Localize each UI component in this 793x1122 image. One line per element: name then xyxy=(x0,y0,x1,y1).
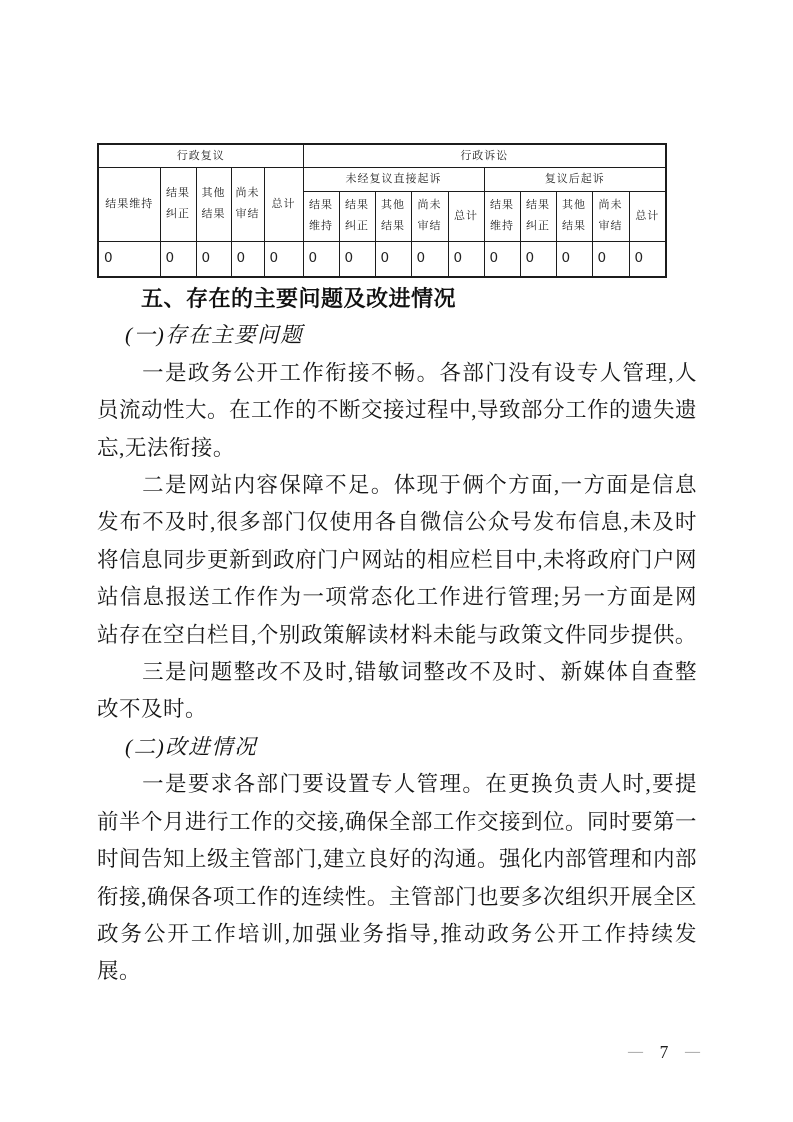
footer-dash-right: — xyxy=(685,1044,700,1060)
table-cell-value: 0 xyxy=(231,241,264,277)
column-header: 结果纠正 xyxy=(160,167,196,241)
table-row-groups xyxy=(98,144,666,167)
subgroup-header-direct-suit: 未经复议直接起诉 xyxy=(303,167,484,191)
column-header: 其他结果 xyxy=(196,167,231,241)
column-header: 尚未审结 xyxy=(592,191,629,241)
table-row-values xyxy=(98,241,666,277)
column-header: 尚未审结 xyxy=(411,191,448,241)
table-row-subgroups xyxy=(98,167,666,191)
table-cell-value: 0 xyxy=(629,241,666,277)
table-cell-value: 0 xyxy=(484,241,520,277)
column-header: 结果维持 xyxy=(484,191,520,241)
table-cell-value: 0 xyxy=(592,241,629,277)
paragraph-problem-3: 三是问题整改不及时,错敏词整改不及时、新媒体自查整改不及时。 xyxy=(97,660,697,722)
paragraph-problem-2: 二是网站内容保障不足。体现于俩个方面,一方面是信息发布不及时,很多部门仅使用各自微信公众号发布信息,未及时将信息同步更新到政府门户网站的相应栏目中,未将政府门户网站信息报送工作作为一项常态化工作进行管理;另一方面是网站存在空白栏目,个别政策解读材料未能与政策文件同步提供。 xyxy=(97,473,697,647)
column-header: 总计 xyxy=(629,191,666,241)
group-header-litigation: 行政诉讼 xyxy=(303,144,666,167)
column-header: 总计 xyxy=(448,191,484,241)
table-cell-value: 0 xyxy=(556,241,592,277)
statistics-table xyxy=(97,143,667,278)
column-header: 结果维持 xyxy=(98,167,160,241)
column-header: 结果纠正 xyxy=(520,191,556,241)
page-footer xyxy=(628,1042,700,1063)
paragraph-improvement-1: 一是要求各部门要设置专人管理。在更换负责人时,要提前半个月进行工作的交接,确保全部工作交接到位。同时要第一时间告知上级主管部门,建立良好的沟通。强化内部管理和内部衔接,确保各项工作的连续性。主管部门也要多次组织开展全区政务公开工作培训,加强业务指导,推动政务公开工作持续发展。 xyxy=(97,772,697,984)
group-header-reconsideration: 行政复议 xyxy=(98,144,303,167)
table-cell-value: 0 xyxy=(375,241,411,277)
sub-heading-problems: (一)存在主要问题 xyxy=(124,323,304,348)
table-cell-value: 0 xyxy=(264,241,303,277)
column-header: 其他结果 xyxy=(556,191,592,241)
sub-heading-improvements: (二)改进情况 xyxy=(124,734,258,759)
table-cell-value: 0 xyxy=(98,241,160,277)
paragraph-problem-1: 一是政务公开工作衔接不畅。各部门没有设专人管理,人员流动性大。在工作的不断交接过程中,导致部分工作的遗失遗忘,无法衔接。 xyxy=(97,360,697,460)
table-cell-value: 0 xyxy=(411,241,448,277)
subgroup-header-suit-after-review: 复议后起诉 xyxy=(484,167,666,191)
document-body xyxy=(97,280,697,991)
column-header: 结果纠正 xyxy=(339,191,375,241)
footer-dash-left: — xyxy=(628,1044,643,1060)
table-cell-value: 0 xyxy=(303,241,339,277)
section-heading: 五、存在的主要问题及改进情况 xyxy=(141,286,457,311)
column-header: 尚未审结 xyxy=(231,167,264,241)
table-cell-value: 0 xyxy=(448,241,484,277)
page-number: 7 xyxy=(659,1042,669,1062)
table-cell-value: 0 xyxy=(196,241,231,277)
table-cell-value: 0 xyxy=(339,241,375,277)
table-cell-value: 0 xyxy=(160,241,196,277)
table-cell-value: 0 xyxy=(520,241,556,277)
column-header: 总计 xyxy=(264,167,303,241)
column-header: 其他结果 xyxy=(375,191,411,241)
column-header: 结果维持 xyxy=(303,191,339,241)
